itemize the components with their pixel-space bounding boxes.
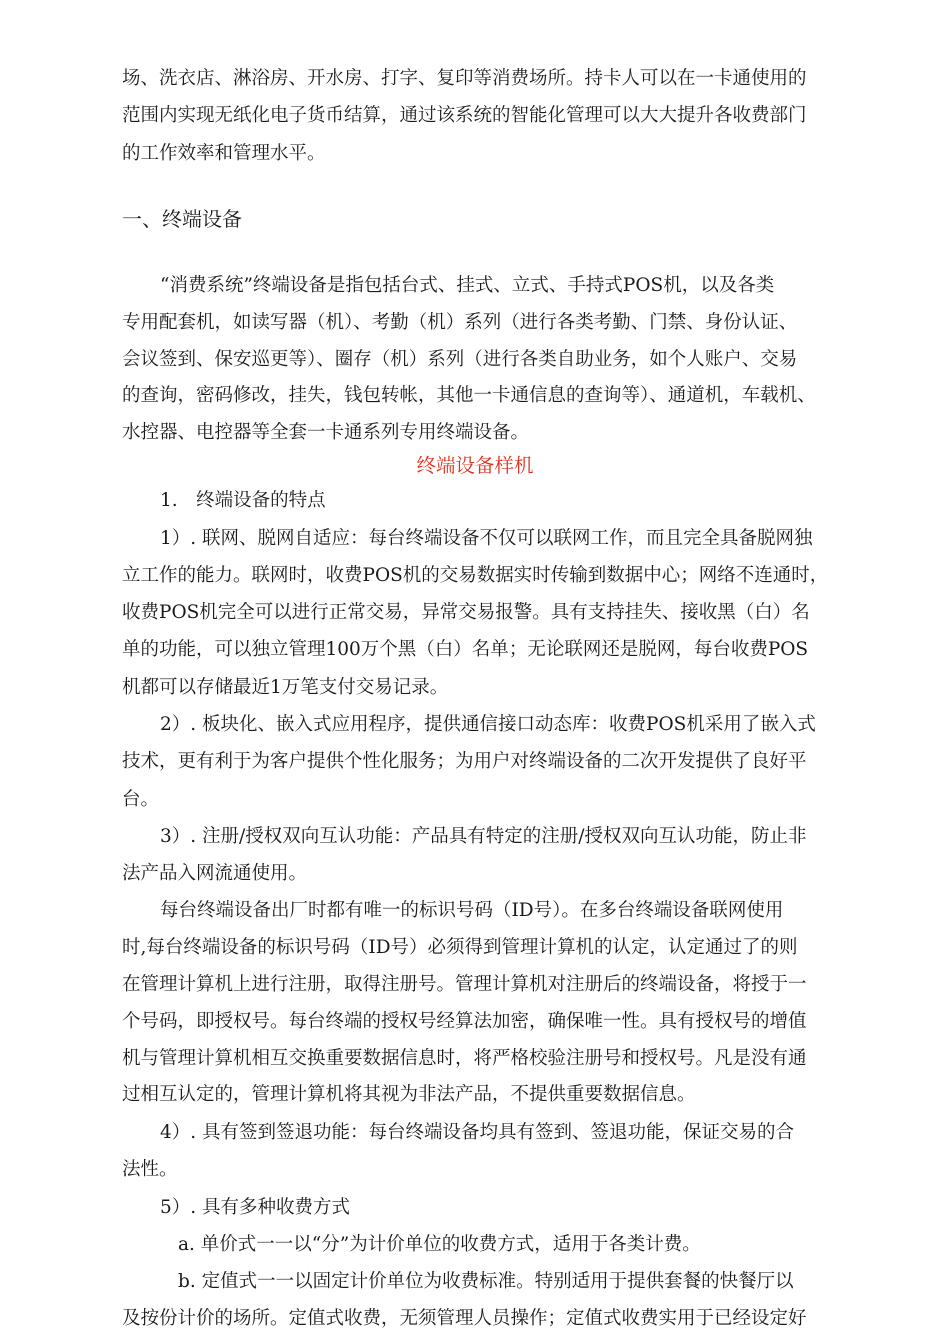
text-line: 水控器、电控器等全套一卡通系列专用终端设备。: [122, 422, 530, 443]
text-line: 法性。: [122, 1159, 178, 1180]
text-line: 的工作效率和管理水平。: [122, 143, 326, 164]
text-line: 收费POS机完全可以进行正常交易，异常交易报警。具有支持挂失、接收黑（白）名: [122, 602, 810, 623]
section-heading: 一、终端设备: [122, 207, 242, 231]
text-line: 5）. 具有多种收费方式: [160, 1197, 351, 1218]
text-line: 4）. 具有签到签退功能：每台终端设备均具有签到、签退功能，保证交易的合: [160, 1122, 795, 1143]
text-line: 立工作的能力。联网时，收费POS机的交易数据实时传输到数据中心；网络不连通时，: [122, 565, 829, 586]
text-line: 技术，更有利于为客户提供个性化服务；为用户对终端设备的二次开发提供了良好平: [122, 751, 807, 772]
text-line: 台。: [122, 789, 160, 810]
text-line: 场、洗衣店、淋浴房、开水房、打字、复印等消费场所。持卡人可以在一卡通使用的: [122, 68, 807, 89]
text-line: 机都可以存储最近1万笔支付交易记录。: [122, 677, 449, 698]
text-line: 过相互认定的，管理计算机将其视为非法产品，不提供重要数据信息。: [122, 1084, 696, 1105]
text-line: 机与管理计算机相互交换重要数据信息时，将严格校验注册号和授权号。凡是没有通: [122, 1048, 807, 1069]
text-line: 1）. 联网、脱网自适应：每台终端设备不仅可以联网工作，而且完全具备脱网独: [160, 528, 813, 549]
text-line: 2）. 板块化、嵌入式应用程序，提供通信接口动态库：收费POS机采用了嵌入式: [160, 714, 816, 735]
text-line: 每台终端设备出厂时都有唯一的标识号码（ID号）。在多台终端设备联网使用: [160, 900, 784, 921]
text-line: 专用配套机，如读写器（机）、考勤（机）系列（进行各类考勤、门禁、身份认证、: [122, 312, 798, 333]
text-line: 范围内实现无纸化电子货币结算，通过该系统的智能化管理可以大大提升各收费部门: [122, 105, 807, 126]
text-line: 会议签到、保安巡更等）、圈存（机）系列（进行各类自助业务，如个人账户、交易: [122, 349, 798, 370]
text-line: 个号码，即授权号。每台终端的授权号经算法加密，确保唯一性。具有授权号的增值: [122, 1011, 807, 1032]
text-line: 法产品入网流通使用。: [122, 863, 308, 884]
text-line: 在管理计算机上进行注册，取得注册号。管理计算机对注册后的终端设备，将授于一: [122, 974, 807, 995]
figure-caption: 终端设备样机: [416, 454, 534, 477]
text-line: b. 定值式一一以固定计价单位为收费标准。特别适用于提供套餐的快餐厅以: [178, 1271, 794, 1292]
text-line: 单的功能，可以独立管理100万个黑（白）名单；无论联网还是脱网，每台收费POS: [122, 639, 809, 660]
text-line: 的查询，密码修改，挂失，钱包转帐，其他一卡通信息的查询等）、通道机，车载机、: [122, 385, 816, 406]
subsection-heading: 1. 终端设备的特点: [160, 490, 326, 511]
text-line: 3）. 注册/授权双向互认功能：产品具有特定的注册/授权双向互认功能，防止非: [160, 826, 807, 847]
text-line: 时,每台终端设备的标识号码（ID号）必须得到管理计算机的认定，认定通过了的则: [122, 937, 798, 958]
text-line: “消费系统”终端设备是指包括台式、挂式、立式、手持式POS机，以及各类: [160, 275, 775, 296]
text-line: a. 单价式一一以“分”为计价单位的收费方式，适用于各类计费。: [178, 1234, 701, 1255]
text-line: 及按份计价的场所。定值式收费，无须管理人员操作；定值式收费实用于已经设定好: [122, 1308, 807, 1329]
